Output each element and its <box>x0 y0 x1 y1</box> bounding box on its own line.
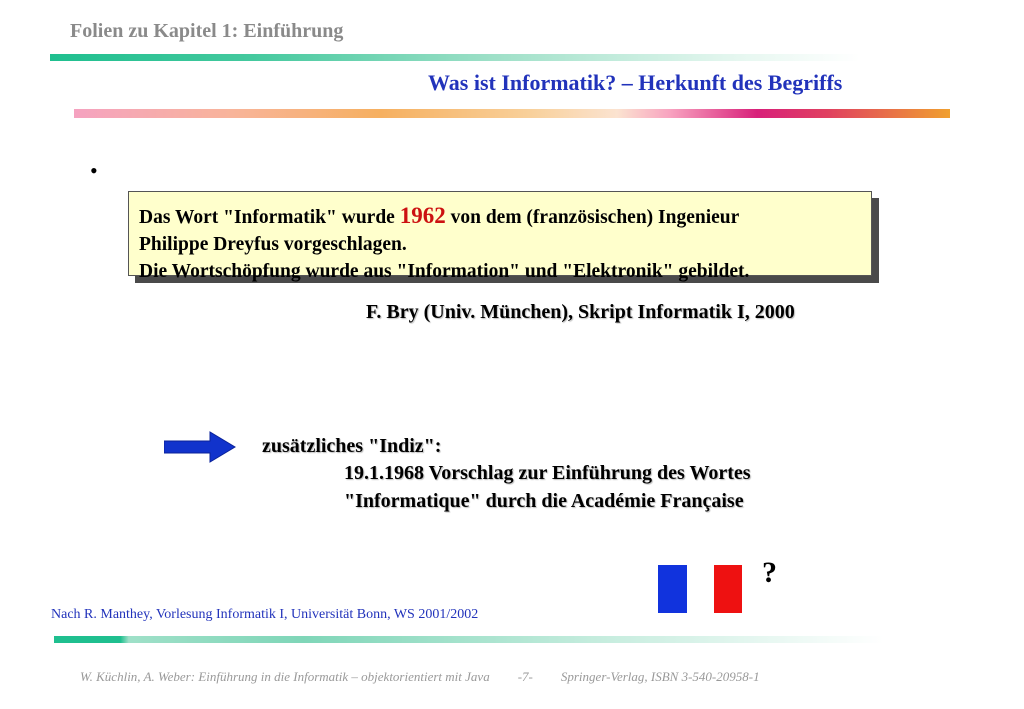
bullet-point: • <box>90 158 98 183</box>
french-flag-blue-stripe <box>658 565 687 613</box>
source-note: Nach R. Manthey, Vorlesung Informatik I, Universität Bonn, WS 2001/2002 <box>51 607 479 622</box>
footer-authors: W. Küchlin, A. Weber: Einführung in die Informatik – objektorientiert mit Java <box>80 669 490 684</box>
indiz-line-2: "Informatique" durch die Académie Française <box>344 490 744 512</box>
chapter-title: Folien zu Kapitel 1: Einführung <box>70 20 344 42</box>
footer <box>80 669 760 685</box>
citation: F. Bry (Univ. München), Skript Informatik I, 2000 <box>366 301 795 323</box>
title-divider <box>74 109 950 118</box>
quote-line-1-start: Das Wort "Informatik" wurde <box>139 207 400 228</box>
quote-box <box>128 191 872 282</box>
slide-title: Was ist Informatik? – Herkunft des Begriffs <box>428 70 843 95</box>
footer-publisher: Springer-Verlag, ISBN 3-540-20958-1 <box>560 669 760 684</box>
question-mark: ? <box>762 556 777 589</box>
indiz-label: zusätzliches "Indiz": <box>262 435 442 457</box>
right-arrow-icon <box>164 431 236 463</box>
page-number: -7- <box>517 669 533 684</box>
indiz-line-1: 19.1.1968 Vorschlag zur Einführung des Wortes <box>344 462 751 484</box>
quote-line-1 <box>139 202 871 231</box>
footer-divider <box>54 636 884 643</box>
french-flag-red-stripe <box>714 565 742 613</box>
quote-line-2: Philippe Dreyfus vorgeschlagen. <box>139 234 407 255</box>
quote-line-3: Die Wortschöpfung wurde aus "Information" und "Elektronik" gebildet. <box>139 261 750 282</box>
quote-line-1-end: von dem (französischen) Ingenieur <box>445 207 740 228</box>
header-divider <box>50 54 860 61</box>
year-highlight: 1962 <box>399 203 446 228</box>
